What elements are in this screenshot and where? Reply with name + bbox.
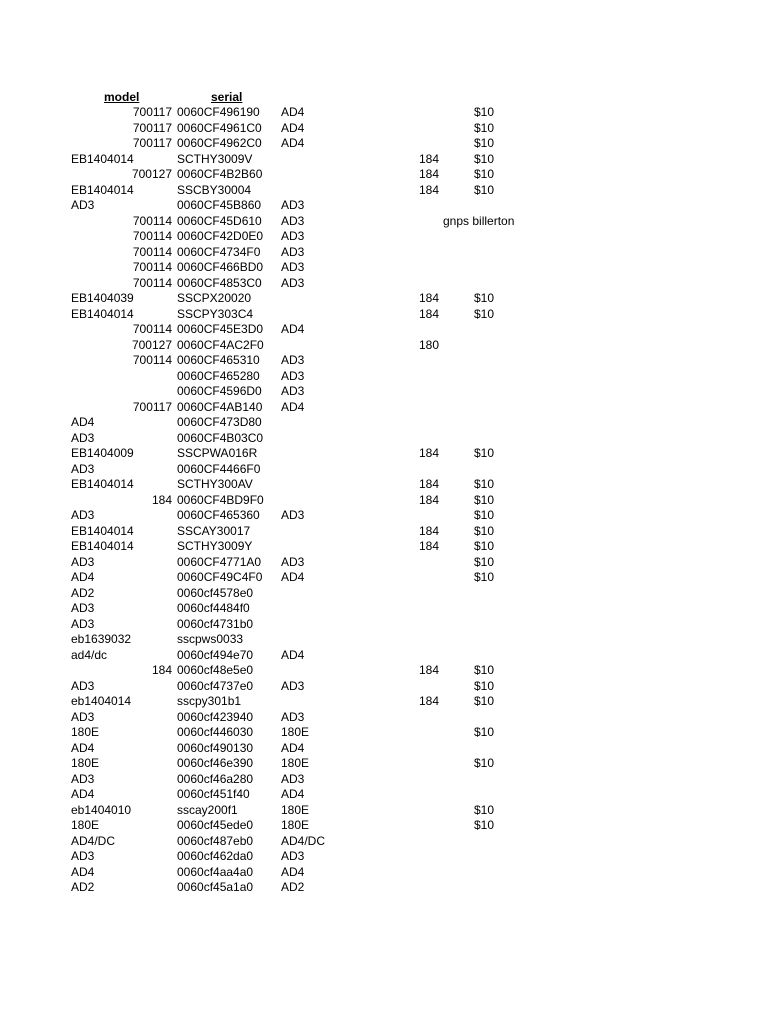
code-cell: 184: [419, 446, 440, 460]
table-row: [0, 121, 768, 137]
serial-cell: SCTHY300AV: [177, 477, 253, 491]
table-row: [0, 307, 768, 323]
serial-cell: 0060CF4853C0: [177, 275, 262, 290]
serial-cell: 0060cf4731b0: [177, 616, 254, 631]
note-cell: gnps billerton: [443, 213, 515, 228]
table-row: [0, 601, 768, 617]
model-cell: EB1404014: [71, 182, 134, 197]
model-number-cell: 700127: [131, 337, 172, 352]
serial-cell: SCTHY3009Y: [177, 539, 253, 553]
model-cell: AD3: [71, 849, 95, 863]
model-cell: EB1404014: [71, 306, 134, 321]
type-cell: AD2: [281, 880, 305, 894]
model-number-cell: 700117: [132, 399, 172, 414]
price-cell: $10: [474, 167, 495, 181]
type-cell: AD3: [281, 244, 305, 259]
type-cell: AD4: [281, 105, 305, 119]
price-cell: $10: [474, 306, 495, 321]
type-cell: AD3: [281, 260, 305, 274]
code-cell: 184: [419, 306, 440, 321]
table-row: [0, 245, 768, 261]
model-cell: 180E: [71, 756, 100, 770]
price-cell: $10: [474, 136, 495, 150]
table-row: [0, 446, 768, 462]
table-row: [0, 663, 768, 679]
serial-cell: 0060CF4AC2F0: [177, 337, 264, 352]
price-cell: $10: [474, 477, 495, 491]
price-cell: $10: [474, 663, 495, 677]
serial-cell: SSCBY30004: [177, 182, 252, 197]
table-row: [0, 880, 768, 896]
model-cell: EB1404009: [71, 446, 134, 460]
price-cell: $10: [474, 105, 495, 119]
code-cell: 184: [419, 663, 440, 677]
table-row: [0, 400, 768, 416]
table-row: [0, 105, 768, 121]
serial-cell: 0060CF496190: [177, 105, 260, 119]
type-cell: AD4: [281, 120, 305, 135]
model-cell: eb1404010: [71, 802, 132, 817]
model-cell: AD4: [71, 415, 95, 429]
serial-cell: 0060cf4484f0: [177, 601, 250, 615]
serial-cell: SSCPX20020: [177, 291, 252, 305]
serial-cell: 0060cf4aa4a0: [177, 864, 254, 879]
table-row: [0, 849, 768, 865]
serial-cell: 0060CF42D0E0: [177, 229, 264, 243]
serial-cell: 0060CF465310: [177, 353, 260, 367]
serial-cell: 0060CF473D80: [177, 415, 262, 429]
type-cell: AD3: [281, 678, 305, 693]
model-cell: AD4: [71, 864, 95, 879]
type-cell: AD3: [281, 353, 305, 367]
code-cell: 184: [419, 151, 440, 166]
model-cell: AD4: [71, 787, 95, 801]
table-row: [0, 214, 768, 230]
model-number-cell: 700114: [132, 322, 172, 336]
model-number-cell: 700117: [132, 120, 172, 135]
model-number-cell: 700114: [132, 244, 172, 259]
table-row: [0, 384, 768, 400]
serial-cell: 0060cf48e5e0: [177, 663, 254, 677]
model-cell: AD2: [71, 585, 95, 600]
model-cell: AD3: [71, 771, 95, 786]
serial-cell: sscpy301b1: [177, 694, 242, 708]
type-cell: AD4: [281, 787, 305, 801]
serial-cell: SSCPWA016R: [177, 446, 258, 460]
serial-cell: 0060cf4578e0: [177, 585, 254, 600]
type-cell: AD3: [281, 213, 305, 228]
table-row: [0, 338, 768, 354]
model-number-cell: 700117: [132, 105, 172, 119]
serial-cell: 0060cf462da0: [177, 849, 254, 863]
serial-cell: 0060CF4596D0: [177, 384, 262, 398]
table-row: [0, 694, 768, 710]
code-cell: 184: [419, 291, 440, 305]
serial-cell: 0060CF4734F0: [177, 244, 261, 259]
model-cell: EB1404014: [71, 523, 134, 538]
type-cell: AD4: [281, 399, 305, 414]
price-cell: $10: [474, 508, 495, 522]
table-row: [0, 477, 768, 493]
code-cell: 184: [419, 492, 440, 507]
serial-cell: 0060CF4962C0: [177, 136, 262, 150]
type-cell: AD3: [281, 709, 305, 724]
type-cell: AD3: [281, 275, 305, 290]
table-row: [0, 276, 768, 292]
serial-column-header: serial: [211, 90, 243, 104]
model-cell: AD3: [71, 461, 95, 476]
table-row: [0, 617, 768, 633]
table-row: [0, 152, 768, 168]
model-number-cell: 700114: [132, 260, 172, 274]
price-cell: $10: [474, 802, 495, 817]
table-row: [0, 229, 768, 245]
model-column-header: model: [104, 90, 140, 104]
type-cell: AD3: [281, 771, 305, 786]
price-cell: $10: [474, 694, 495, 708]
serial-cell: 0060CF45D610: [177, 213, 262, 228]
table-row: [0, 198, 768, 214]
serial-cell: 0060CF49C4F0: [177, 570, 263, 584]
type-cell: AD4: [281, 740, 305, 755]
serial-cell: 0060CF465280: [177, 368, 260, 383]
type-cell: AD4: [281, 570, 305, 584]
type-cell: AD4: [281, 864, 305, 879]
table-row: [0, 539, 768, 555]
serial-cell: SSCPY303C4: [177, 306, 254, 321]
model-cell: EB1404039: [71, 291, 134, 305]
serial-cell: 0060CF4961C0: [177, 120, 262, 135]
model-cell: AD4/DC: [71, 833, 116, 848]
table-row: [0, 834, 768, 850]
type-cell: AD3: [281, 198, 305, 212]
code-cell: 184: [419, 182, 440, 197]
model-cell: AD3: [71, 601, 95, 615]
model-cell: AD2: [71, 880, 95, 894]
model-number-cell: 184: [151, 663, 172, 677]
serial-cell: 0060CF466BD0: [177, 260, 264, 274]
table-row: [0, 570, 768, 586]
model-cell: AD3: [71, 430, 95, 445]
price-cell: $10: [474, 291, 495, 305]
table-row: [0, 679, 768, 695]
serial-cell: SSCAY30017: [177, 523, 251, 538]
price-cell: $10: [474, 446, 495, 460]
serial-cell: SCTHY3009V: [177, 151, 253, 166]
model-cell: EB1404014: [71, 151, 134, 166]
model-cell: eb1639032: [71, 632, 132, 646]
type-cell: AD4: [281, 647, 305, 662]
type-cell: AD4/DC: [281, 833, 326, 848]
table-row: [0, 322, 768, 338]
model-number-cell: 184: [151, 492, 172, 507]
price-cell: $10: [474, 725, 495, 739]
serial-cell: 0060cf46e390: [177, 756, 254, 770]
type-cell: AD3: [281, 368, 305, 383]
serial-cell: 0060CF45B860: [177, 198, 262, 212]
table-row: [0, 756, 768, 772]
model-cell: ad4/dc: [71, 647, 108, 662]
serial-cell: 0060CF4BD9F0: [177, 492, 264, 507]
serial-cell: 0060cf494e70: [177, 647, 254, 662]
table-row: [0, 586, 768, 602]
table-row: [0, 353, 768, 369]
table-row: [0, 772, 768, 788]
table-row: [0, 865, 768, 881]
serial-cell: 0060cf46a280: [177, 771, 254, 786]
model-number-cell: 700127: [131, 167, 172, 181]
serial-cell: sscay200f1: [177, 802, 238, 817]
model-number-cell: 700114: [132, 229, 172, 243]
table-row: [0, 167, 768, 183]
model-number-cell: 700114: [132, 353, 172, 367]
type-cell: AD4: [281, 322, 305, 336]
serial-cell: 0060cf451f40: [177, 787, 250, 801]
serial-cell: 0060CF4466F0: [177, 461, 261, 476]
model-cell: AD3: [71, 678, 95, 693]
price-cell: $10: [474, 151, 495, 166]
model-cell: AD3: [71, 198, 95, 212]
table-row: [0, 555, 768, 571]
table-row: [0, 183, 768, 199]
table-row: [0, 431, 768, 447]
serial-cell: 0060cf45ede0: [177, 818, 254, 832]
type-cell: AD3: [281, 508, 305, 522]
type-cell: 180E: [281, 725, 310, 739]
serial-cell: 0060cf490130: [177, 740, 254, 755]
price-cell: $10: [474, 120, 495, 135]
serial-cell: 0060cf487eb0: [177, 833, 254, 848]
price-cell: $10: [474, 182, 495, 197]
model-cell: 180E: [71, 725, 100, 739]
type-cell: 180E: [281, 802, 310, 817]
model-number-cell: 700114: [132, 275, 172, 290]
model-cell: AD4: [71, 570, 95, 584]
table-row: [0, 524, 768, 540]
code-cell: 184: [419, 477, 440, 491]
table-row: [0, 648, 768, 664]
type-cell: AD3: [281, 384, 305, 398]
model-cell: AD4: [71, 740, 95, 755]
price-cell: $10: [474, 539, 495, 553]
table-row: [0, 787, 768, 803]
table-row: [0, 741, 768, 757]
price-cell: $10: [474, 678, 495, 693]
code-cell: 180: [419, 337, 440, 352]
model-cell: EB1404014: [71, 539, 134, 553]
table-row: [0, 725, 768, 741]
price-cell: $10: [474, 554, 495, 569]
code-cell: 184: [419, 694, 440, 708]
table-row: [0, 260, 768, 276]
type-cell: AD3: [281, 849, 305, 863]
type-cell: 180E: [281, 818, 310, 832]
serial-cell: 0060cf45a1a0: [177, 880, 254, 894]
table-row: [0, 493, 768, 509]
table-row: [0, 369, 768, 385]
table-row: [0, 710, 768, 726]
model-cell: eb1404014: [71, 694, 132, 708]
code-cell: 184: [419, 167, 440, 181]
serial-cell: 0060CF4B03C0: [177, 430, 264, 445]
model-number-cell: 700117: [132, 136, 172, 150]
table-row: [0, 632, 768, 648]
type-cell: AD3: [281, 229, 305, 243]
serial-cell: 0060CF4AB140: [177, 399, 263, 414]
serial-cell: 0060CF465360: [177, 508, 260, 522]
table-row: [0, 818, 768, 834]
table-row: [0, 803, 768, 819]
model-cell: AD3: [71, 508, 95, 522]
model-cell: AD3: [71, 616, 95, 631]
table-row: [0, 415, 768, 431]
serial-cell: 0060cf446030: [177, 725, 254, 739]
model-number-cell: 700114: [132, 213, 172, 228]
table-row: [0, 291, 768, 307]
type-cell: AD3: [281, 554, 305, 569]
price-cell: $10: [474, 818, 495, 832]
price-cell: $10: [474, 570, 495, 584]
serial-cell: 0060CF45E3D0: [177, 322, 264, 336]
model-cell: AD3: [71, 554, 95, 569]
price-cell: $10: [474, 492, 495, 507]
table-row: [0, 136, 768, 152]
model-cell: EB1404014: [71, 477, 134, 491]
serial-cell: 0060CF4771A0: [177, 554, 262, 569]
table-row: [0, 462, 768, 478]
serial-cell: 0060CF4B2B60: [177, 167, 263, 181]
price-cell: $10: [474, 523, 495, 538]
serial-cell: sscpws0033: [177, 632, 244, 646]
code-cell: 184: [419, 539, 440, 553]
model-cell: AD3: [71, 709, 95, 724]
serial-cell: 0060cf4737e0: [177, 678, 254, 693]
model-cell: 180E: [71, 818, 100, 832]
serial-cell: 0060cf423940: [177, 709, 254, 724]
table-row: [0, 508, 768, 524]
price-cell: $10: [474, 756, 495, 770]
code-cell: 184: [419, 523, 440, 538]
type-cell: 180E: [281, 756, 310, 770]
type-cell: AD4: [281, 136, 305, 150]
